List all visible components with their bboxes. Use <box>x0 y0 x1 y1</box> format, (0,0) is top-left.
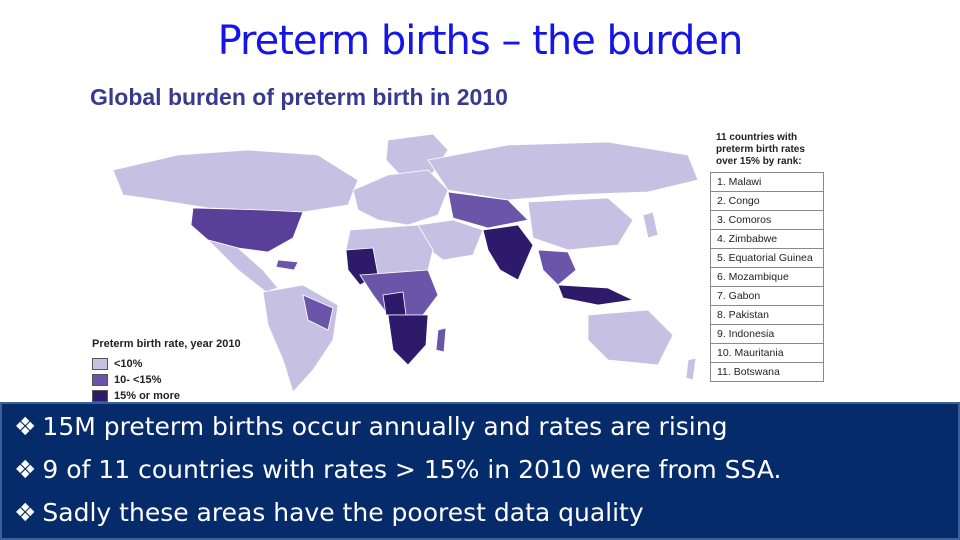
map-china <box>528 198 633 250</box>
bullet-text: 15M preterm births occur annually and rates are rising <box>42 412 728 441</box>
ranking-item: 5. Equatorial Guinea <box>711 249 823 268</box>
map-southern-africa <box>388 315 428 365</box>
legend-swatch-mid <box>92 374 108 386</box>
ranking-list <box>710 172 824 382</box>
ranking-item: 9. Indonesia <box>711 325 823 344</box>
ranking-box <box>710 130 824 382</box>
ranking-item: 4. Zimbabwe <box>711 230 823 249</box>
legend-item-mid <box>92 372 272 388</box>
map-indonesia <box>558 285 633 305</box>
ranking-item: 8. Pakistan <box>711 306 823 325</box>
map-south-asia <box>483 225 533 280</box>
ranking-item: 11. Botswana <box>717 366 780 378</box>
figure-title: Global burden of preterm birth in 2010 <box>90 84 508 110</box>
legend-title: Preterm birth rate, year 2010 <box>92 338 241 350</box>
bullet-text: Sadly these areas have the poorest data quality <box>42 498 644 527</box>
legend-label-mid: 10- <15% <box>114 374 162 386</box>
diamond-bullet-icon: ❖ <box>14 412 37 441</box>
bullet-text: 9 of 11 countries with rates > 15% in 2010 were from SSA. <box>42 455 782 484</box>
legend-swatch-high <box>92 390 108 402</box>
map-japan <box>643 212 658 238</box>
ranking-header: 11 countries with preterm birth rates over 15% by rank: <box>716 132 805 167</box>
bullet-panel <box>0 402 960 540</box>
diamond-bullet-icon: ❖ <box>14 498 37 527</box>
bullet-item <box>14 498 644 527</box>
map-madagascar <box>436 328 446 352</box>
map-southeast-asia <box>538 250 576 285</box>
map-usa <box>191 208 303 252</box>
map-caribbean <box>276 260 298 270</box>
map-australia <box>588 310 673 365</box>
legend-swatch-low <box>92 358 108 370</box>
ranking-item: 7. Gabon <box>711 287 823 306</box>
bullet-item <box>14 455 781 484</box>
ranking-item: 2. Congo <box>711 192 823 211</box>
map-russia <box>428 142 698 200</box>
legend-item-low <box>92 356 272 372</box>
map-new-zealand <box>686 358 696 380</box>
map-south-america <box>263 285 338 392</box>
map-canada <box>113 150 358 212</box>
map-legend <box>92 338 272 404</box>
map-congo-gabon <box>383 292 406 315</box>
ranking-item: 1. Malawi <box>711 173 823 192</box>
ranking-item: 3. Comoros <box>711 211 823 230</box>
diamond-bullet-icon: ❖ <box>14 455 37 484</box>
ranking-item: 6. Mozambique <box>711 268 823 287</box>
legend-label-high: 15% or more <box>114 390 181 402</box>
ranking-item: 10. Mauritania <box>711 344 823 363</box>
slide-title: Preterm births – the burden <box>217 18 743 64</box>
bullet-item <box>14 412 727 441</box>
legend-label-low: <10% <box>114 358 143 370</box>
map-europe <box>353 170 448 225</box>
